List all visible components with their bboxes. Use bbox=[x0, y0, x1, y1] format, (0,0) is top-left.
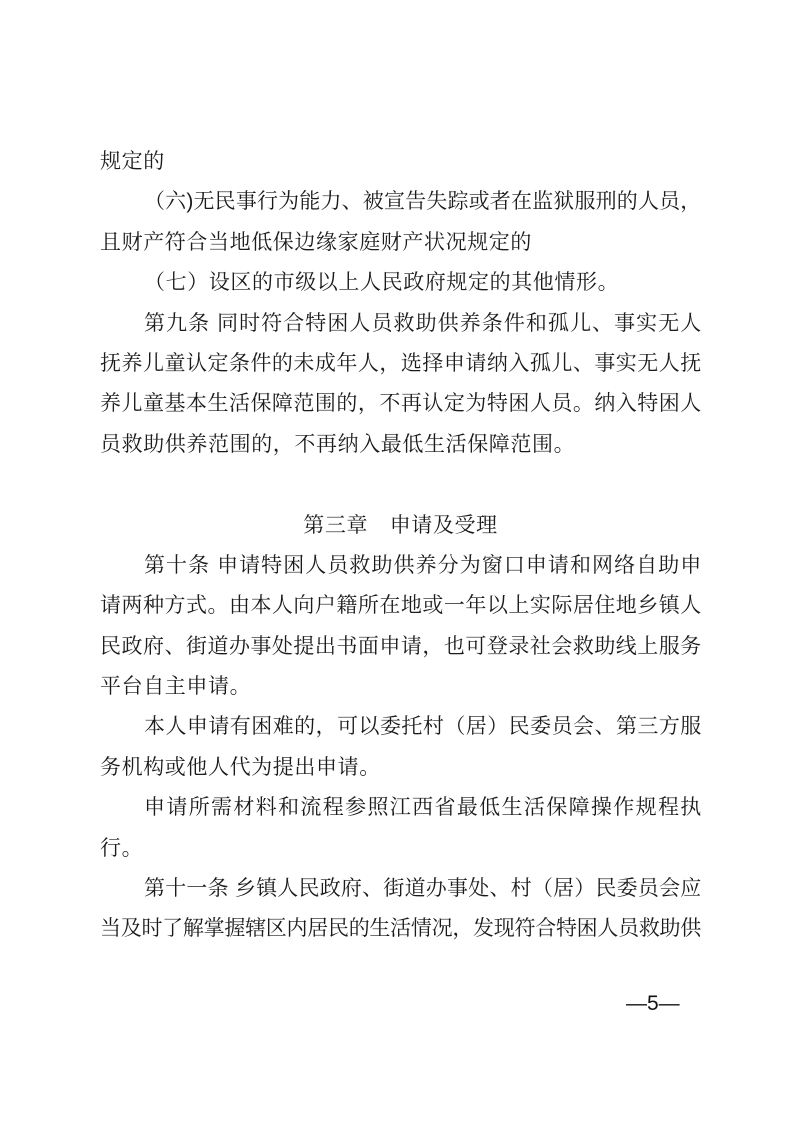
text-line: 申请所需材料和流程参照江西省最低生活保障操作规程执 bbox=[144, 796, 701, 820]
text-line: 行。 bbox=[100, 836, 144, 860]
text-line: 当及时了解掌握辖区内居民的生活情况，发现符合特困人员救助供 bbox=[100, 917, 701, 941]
text-line: 本人申请有困难的，可以委托村（居）民委员会、第三方服 bbox=[144, 715, 701, 739]
text-line: 养儿童基本生活保障范围的，不再认定为特困人员。纳入特困人 bbox=[100, 392, 701, 416]
text-line: （七）设区的市级以上人民政府规定的其他情形。 bbox=[144, 271, 620, 295]
text-line: 员救助供养范围的，不再纳入最低生活保障范围。 bbox=[100, 432, 576, 456]
document-text-block bbox=[100, 142, 701, 950]
text-line: 第九条 同时符合特困人员救助供养条件和孤儿、事实无人 bbox=[144, 311, 701, 335]
text-line: 抚养儿童认定条件的未成年人，选择申请纳入孤儿、事实无人抚 bbox=[100, 351, 701, 375]
text-line: 务机构或他人代为提出申请。 bbox=[100, 755, 381, 779]
text-line: 请两种方式。由本人向户籍所在地或一年以上实际居住地乡镇人 bbox=[100, 594, 701, 618]
text-line: 民政府、街道办事处提出书面申请，也可登录社会救助线上服务 bbox=[100, 634, 701, 658]
text-line: 且财产符合当地低保边缘家庭财产状况规定的 bbox=[100, 230, 532, 254]
text-line: 平台自主申请。 bbox=[100, 675, 252, 699]
page-number: —5— bbox=[626, 992, 680, 1015]
blank-line bbox=[100, 465, 701, 505]
text-line: 规定的 bbox=[100, 150, 165, 173]
text-line: 第十条 申请特困人员救助供养分为窗口申请和网络自助申 bbox=[144, 553, 701, 577]
text-line: 第十一条 乡镇人民政府、街道办事处、村（居）民委员会应 bbox=[144, 877, 701, 901]
text-line: （六)无民事行为能力、被宣告失踪或者在监狱服刑的人员， bbox=[144, 190, 701, 214]
chapter-heading: 第三章 申请及受理 bbox=[303, 513, 498, 537]
